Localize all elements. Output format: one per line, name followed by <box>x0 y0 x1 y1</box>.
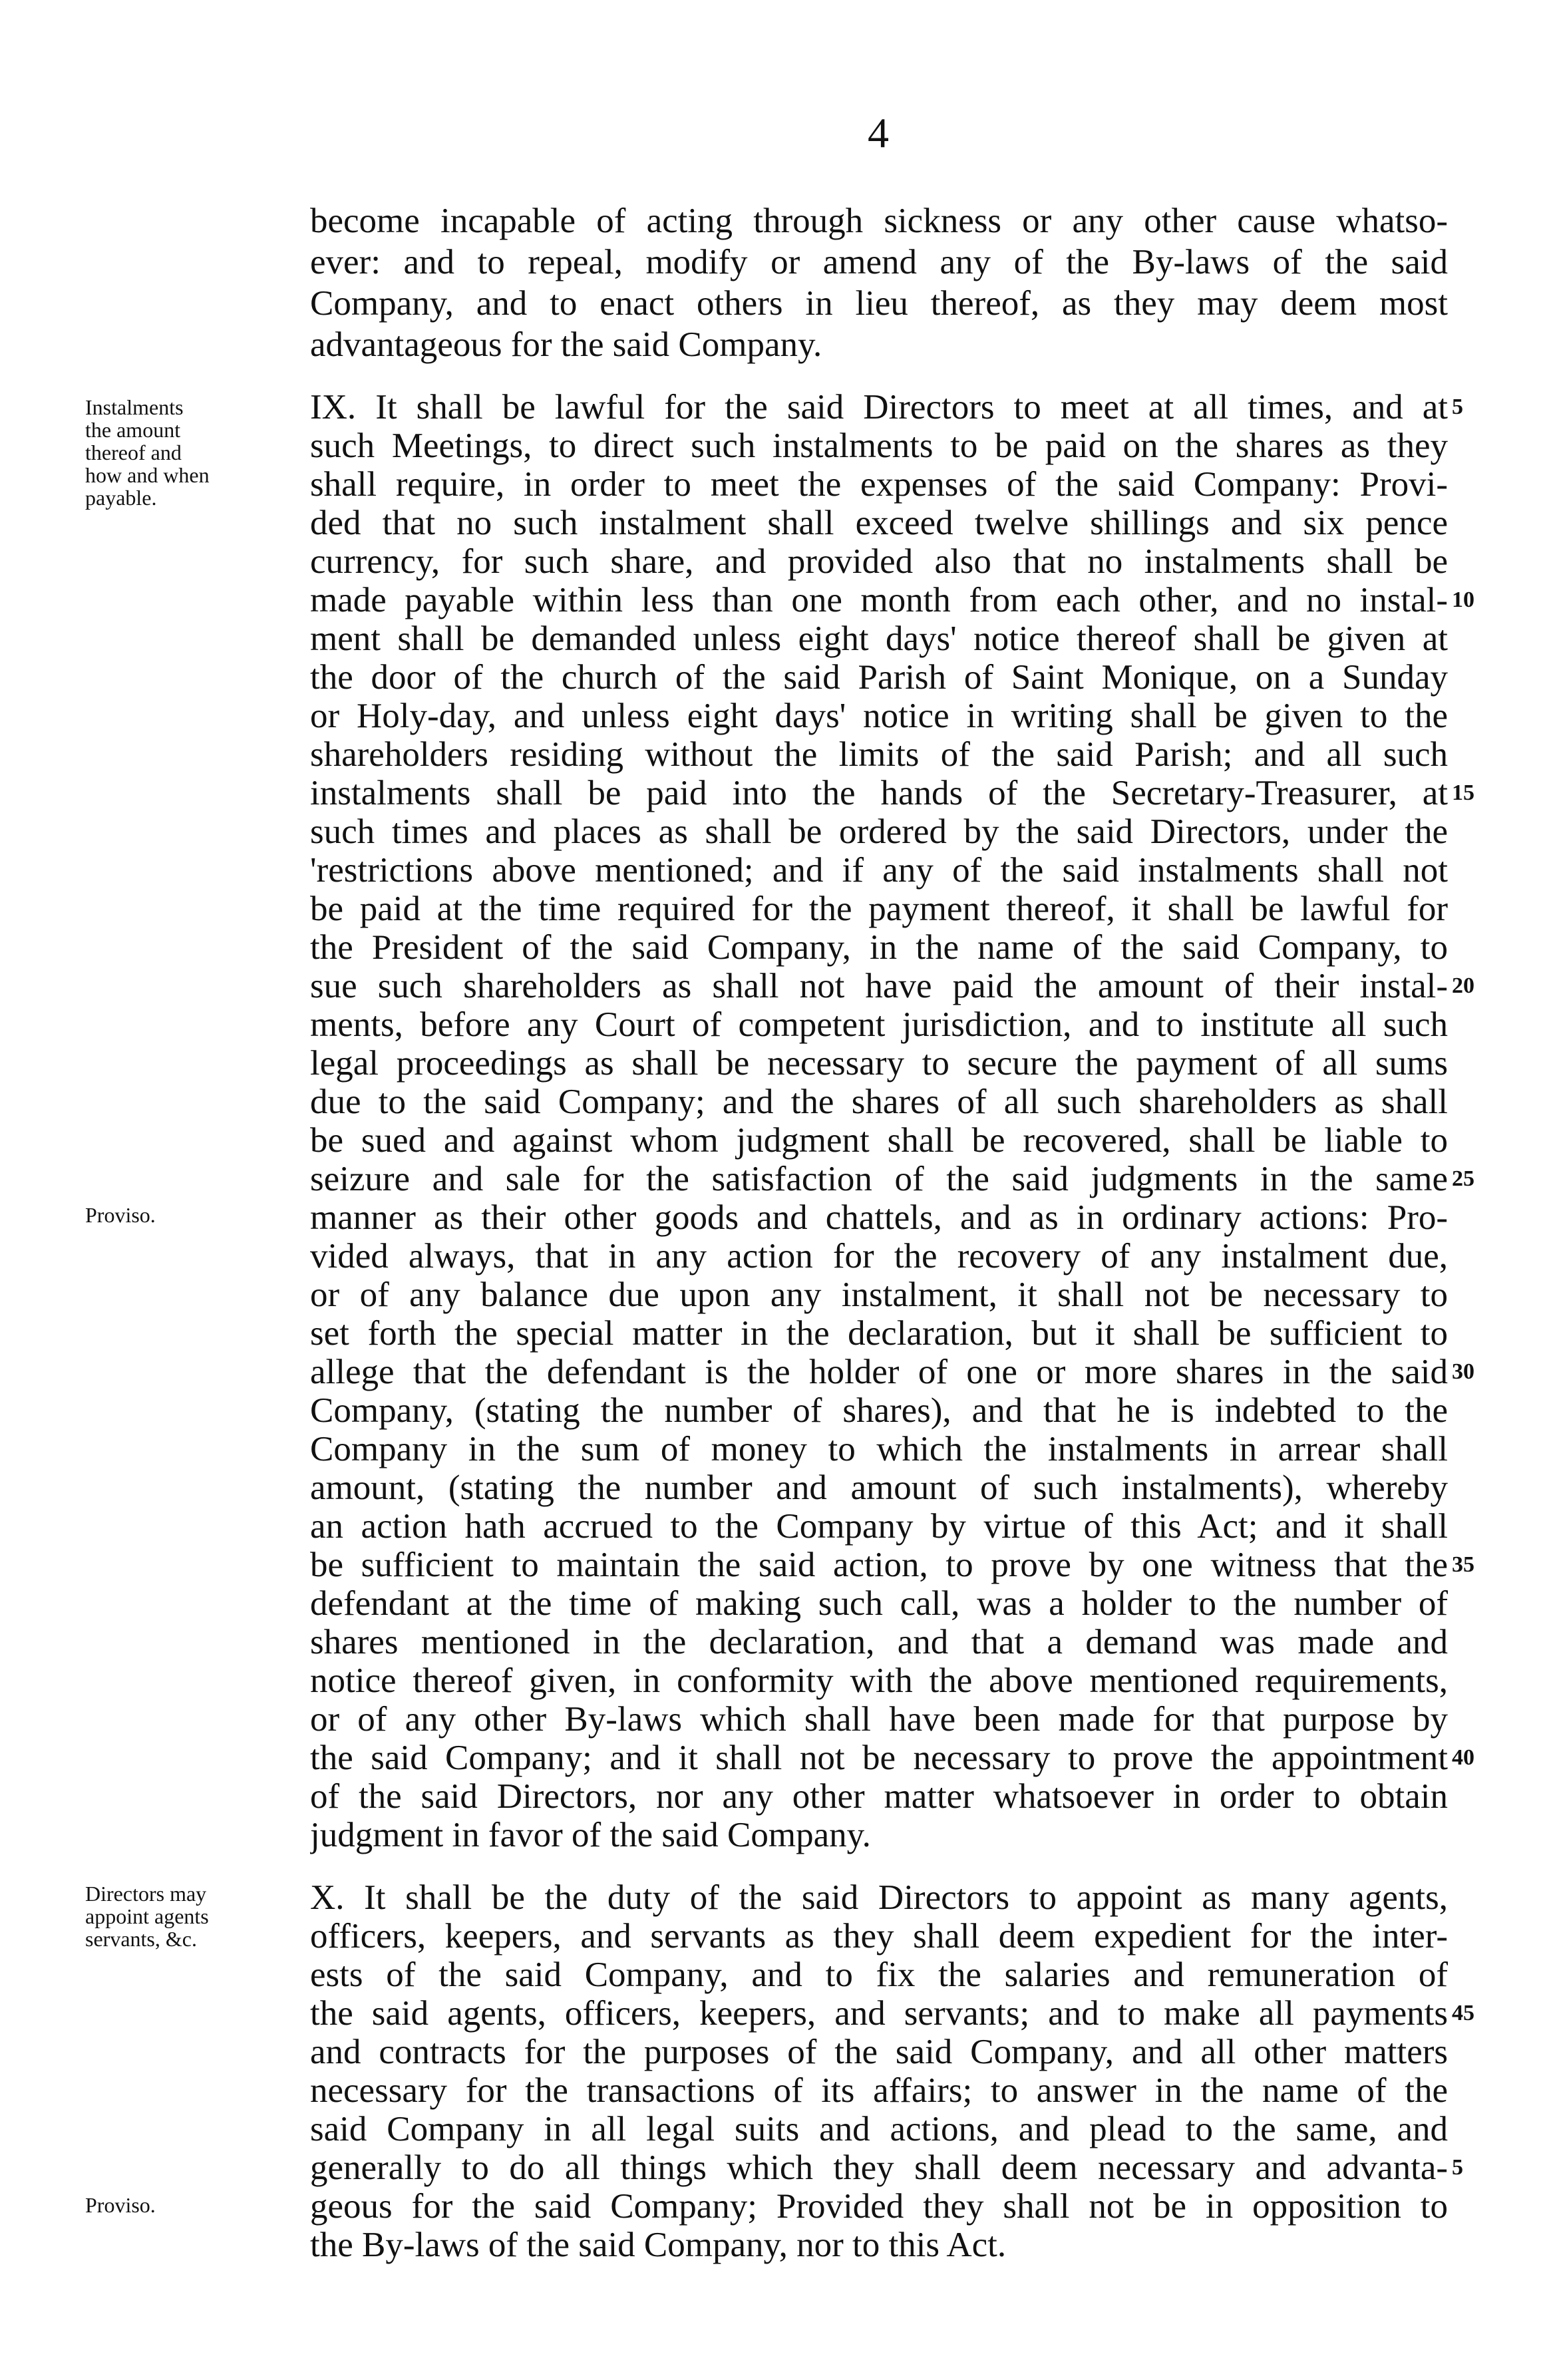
text-line: sue such shareholders as shall not have paid the amount of their instal- <box>310 967 1448 1005</box>
text-line: the President of the said Company, in the name of the said Company, to <box>310 928 1448 967</box>
text-line: vided always, that in any action for the recovery of any instalment due, <box>310 1237 1448 1275</box>
margin-note: Instalments <box>85 395 184 419</box>
text-line: the door of the church of the said Parish of Saint Monique, on a Sunday <box>310 658 1448 697</box>
text-line: or Holy-day, and unless eight days' notice in writing shall be given to the <box>310 697 1448 735</box>
text-line: said Company in all legal suits and actions, and plead to the same, and <box>310 2110 1448 2148</box>
text-line: shares mentioned in the declaration, and that a demand was made and <box>310 1623 1448 1661</box>
text-line: ments, before any Court of competent jurisdiction, and to institute all such <box>310 1005 1448 1044</box>
text-line: of the said Directors, nor any other matter whatsoever in order to obtain <box>310 1777 1448 1816</box>
text-line: be sued and against whom judgment shall be recovered, shall be liable to <box>310 1121 1448 1160</box>
margin-note: payable. <box>85 486 157 510</box>
margin-note: Proviso. <box>85 2193 156 2217</box>
text-line: or of any balance due upon any instalment, it shall not be necessary to <box>310 1275 1448 1314</box>
text-line: or of any other By-laws which shall have been made for that purpose by <box>310 1700 1448 1739</box>
text-line: become incapable of acting through sickness or any other cause whatso- <box>310 202 1448 240</box>
text-line: ever: and to repeal, modify or amend any of the By-laws of the said <box>310 243 1448 281</box>
line-number: 25 <box>1452 1166 1474 1191</box>
text-line: an action hath accrued to the Company by virtue of this Act; and it shall <box>310 1507 1448 1546</box>
text-line: generally to do all things which they shall deem necessary and advanta- <box>310 2148 1448 2187</box>
text-line: instalments shall be paid into the hands of the Secretary-Treasurer, at <box>310 774 1448 812</box>
line-number: 35 <box>1452 1552 1474 1577</box>
text-line: due to the said Company; and the shares of all such shareholders as shall <box>310 1083 1448 1121</box>
text-line: and contracts for the purposes of the said Company, and all other matters <box>310 2033 1448 2071</box>
text-line: officers, keepers, and servants as they shall deem expedient for the inter- <box>310 1917 1448 1955</box>
text-line: Company in the sum of money to which the instalments in arrear shall <box>310 1430 1448 1468</box>
text-line: be sufficient to maintain the said action, to prove by one witness that the <box>310 1546 1448 1584</box>
page-number: 4 <box>868 109 889 156</box>
margin-note: servants, &c. <box>85 1927 197 1951</box>
text-line: ment shall be demanded unless eight days' notice thereof shall be given at <box>310 619 1448 658</box>
text-line: X. It shall be the duty of the said Directors to appoint as many agents, <box>310 1878 1448 1917</box>
text-line: the By-laws of the said Company, nor to this Act. <box>310 2226 1007 2264</box>
text-line: the said agents, officers, keepers, and servants; and to make all payments <box>310 1994 1448 2033</box>
text-line: shall require, in order to meet the expenses of the said Company: Provi- <box>310 465 1448 504</box>
text-line: shareholders residing without the limits of the said Parish; and all such <box>310 735 1448 774</box>
text-line: ests of the said Company, and to fix the salaries and remuneration of <box>310 1955 1448 1994</box>
line-number: 5 <box>1452 395 1463 419</box>
text-line: seizure and sale for the satisfaction of the said judgments in the same <box>310 1160 1448 1198</box>
text-line: Company, and to enact others in lieu thereof, as they may deem most <box>310 284 1448 323</box>
line-number: 30 <box>1452 1359 1474 1384</box>
margin-note: how and when <box>85 463 210 487</box>
text-line: Company, (stating the number of shares), and that he is indebted to the <box>310 1391 1448 1430</box>
text-line: such Meetings, to direct such instalments to be paid on the shares as they <box>310 426 1448 465</box>
text-line: be paid at the time required for the payment thereof, it shall be lawful for <box>310 890 1448 928</box>
line-number: 15 <box>1452 780 1474 805</box>
text-line: amount, (stating the number and amount of such instalments), whereby <box>310 1468 1448 1507</box>
text-line: IX. It shall be lawful for the said Directors to meet at all times, and at <box>310 388 1448 426</box>
margin-note: the amount <box>85 418 181 442</box>
line-number: 5 <box>1452 2155 1463 2180</box>
text-line: judgment in favor of the said Company. <box>310 1816 871 1854</box>
text-line: made payable within less than one month from each other, and no instal- <box>310 581 1448 619</box>
margin-note: thereof and <box>85 440 182 464</box>
text-line: advantageous for the said Company. <box>310 325 822 364</box>
text-line: ded that no such instalment shall exceed twelve shillings and six pence <box>310 504 1448 542</box>
text-line: geous for the said Company; Provided they shall not be in opposition to <box>310 2187 1448 2226</box>
text-line: 'restrictions above mentioned; and if any of the said instalments shall not <box>310 851 1448 890</box>
text-line: such times and places as shall be ordered by the said Directors, under the <box>310 812 1448 851</box>
text-line: currency, for such share, and provided also that no instalments shall be <box>310 542 1448 581</box>
line-number: 40 <box>1452 1745 1474 1770</box>
margin-note: Directors may <box>85 1882 207 1906</box>
margin-note: Proviso. <box>85 1203 156 1227</box>
line-number: 20 <box>1452 973 1474 998</box>
text-line: defendant at the time of making such call, was a holder to the number of <box>310 1584 1448 1623</box>
line-number: 10 <box>1452 588 1474 612</box>
text-line: allege that the defendant is the holder of one or more shares in the said <box>310 1353 1448 1391</box>
text-line: manner as their other goods and chattels, and as in ordinary actions: Pro- <box>310 1198 1448 1237</box>
text-line: set forth the special matter in the declaration, but it shall be sufficient to <box>310 1314 1448 1353</box>
line-number: 45 <box>1452 2001 1474 2025</box>
margin-note: appoint agents <box>85 1904 209 1928</box>
text-line: notice thereof given, in conformity with the above mentioned requirements, <box>310 1661 1448 1700</box>
text-line: legal proceedings as shall be necessary to secure the payment of all sums <box>310 1044 1448 1083</box>
text-line: the said Company; and it shall not be necessary to prove the appointment <box>310 1739 1448 1777</box>
text-line: necessary for the transactions of its affairs; to answer in the name of the <box>310 2071 1448 2110</box>
